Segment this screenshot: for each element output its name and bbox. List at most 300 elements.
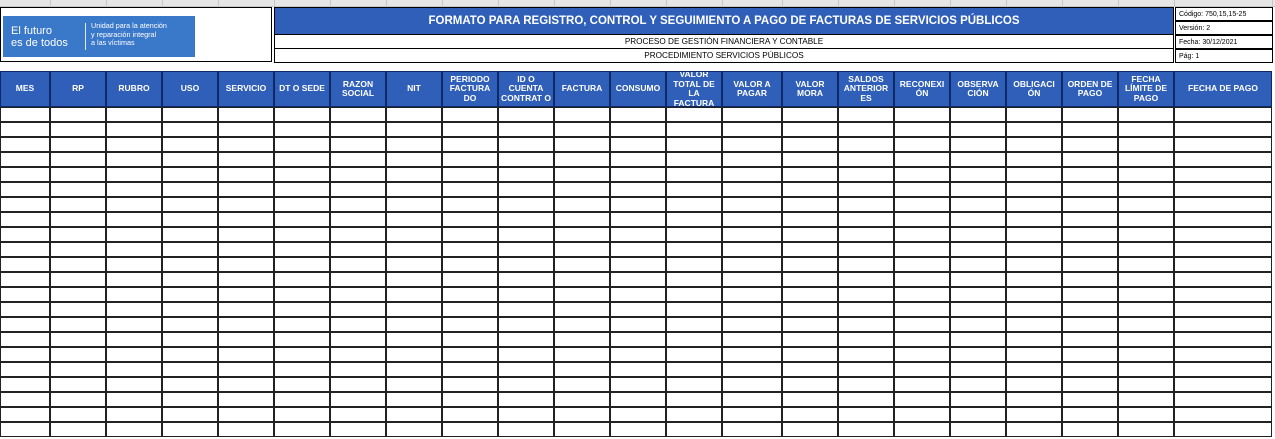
table-cell[interactable]	[950, 407, 1006, 422]
table-cell[interactable]	[950, 152, 1006, 167]
table-cell[interactable]	[666, 242, 722, 257]
table-cell[interactable]	[666, 347, 722, 362]
table-cell[interactable]	[722, 392, 782, 407]
table-cell[interactable]	[610, 272, 666, 287]
table-cell[interactable]	[1006, 227, 1062, 242]
table-cell[interactable]	[950, 422, 1006, 437]
table-cell[interactable]	[782, 137, 838, 152]
table-cell[interactable]	[782, 422, 838, 437]
table-cell[interactable]	[330, 422, 386, 437]
table-cell[interactable]	[386, 242, 442, 257]
table-cell[interactable]	[722, 362, 782, 377]
table-cell[interactable]	[554, 272, 610, 287]
table-cell[interactable]	[950, 212, 1006, 227]
table-cell[interactable]	[498, 287, 554, 302]
table-cell[interactable]	[666, 302, 722, 317]
table-cell[interactable]	[666, 332, 722, 347]
table-cell[interactable]	[106, 107, 162, 122]
table-cell[interactable]	[442, 137, 498, 152]
table-cell[interactable]	[1174, 242, 1272, 257]
table-cell[interactable]	[442, 182, 498, 197]
table-cell[interactable]	[666, 107, 722, 122]
table-cell[interactable]	[498, 317, 554, 332]
table-cell[interactable]	[894, 272, 950, 287]
table-cell[interactable]	[218, 242, 274, 257]
table-cell[interactable]	[106, 137, 162, 152]
table-cell[interactable]	[330, 227, 386, 242]
table-cell[interactable]	[106, 377, 162, 392]
table-cell[interactable]	[498, 392, 554, 407]
table-cell[interactable]	[950, 242, 1006, 257]
column-header[interactable]: FACTURA	[554, 71, 610, 107]
format-title[interactable]: FORMATO PARA REGISTRO, CONTROL Y SEGUIMIENTO A PAGO DE FACTURAS DE SERVICIOS PÚBLICOS	[274, 7, 1174, 35]
table-cell[interactable]	[50, 197, 106, 212]
table-cell[interactable]	[894, 392, 950, 407]
table-cell[interactable]	[162, 332, 218, 347]
table-cell[interactable]	[1006, 107, 1062, 122]
table-cell[interactable]	[554, 242, 610, 257]
table-cell[interactable]	[722, 212, 782, 227]
table-cell[interactable]	[0, 167, 50, 182]
document-page[interactable]: Pág: 1	[1175, 49, 1273, 63]
table-cell[interactable]	[838, 167, 894, 182]
table-cell[interactable]	[1118, 257, 1174, 272]
table-cell[interactable]	[950, 182, 1006, 197]
table-cell[interactable]	[442, 167, 498, 182]
table-cell[interactable]	[274, 272, 330, 287]
document-version[interactable]: Versión: 2	[1175, 21, 1273, 35]
table-cell[interactable]	[610, 347, 666, 362]
table-cell[interactable]	[554, 137, 610, 152]
table-cell[interactable]	[50, 182, 106, 197]
table-cell[interactable]	[386, 107, 442, 122]
table-cell[interactable]	[50, 362, 106, 377]
table-cell[interactable]	[950, 347, 1006, 362]
table-cell[interactable]	[274, 212, 330, 227]
table-cell[interactable]	[1006, 272, 1062, 287]
table-cell[interactable]	[950, 137, 1006, 152]
table-cell[interactable]	[386, 152, 442, 167]
table-cell[interactable]	[1006, 242, 1062, 257]
table-cell[interactable]	[162, 107, 218, 122]
table-cell[interactable]	[894, 332, 950, 347]
table-cell[interactable]	[162, 227, 218, 242]
table-cell[interactable]	[722, 137, 782, 152]
table-cell[interactable]	[610, 407, 666, 422]
table-cell[interactable]	[442, 332, 498, 347]
table-cell[interactable]	[50, 227, 106, 242]
table-cell[interactable]	[894, 242, 950, 257]
table-cell[interactable]	[782, 302, 838, 317]
table-cell[interactable]	[894, 302, 950, 317]
table-cell[interactable]	[950, 122, 1006, 137]
table-cell[interactable]	[838, 317, 894, 332]
table-cell[interactable]	[1062, 167, 1118, 182]
table-cell[interactable]	[0, 407, 50, 422]
table-cell[interactable]	[666, 152, 722, 167]
table-cell[interactable]	[498, 197, 554, 212]
table-cell[interactable]	[162, 272, 218, 287]
table-cell[interactable]	[1174, 257, 1272, 272]
table-cell[interactable]	[330, 242, 386, 257]
table-cell[interactable]	[442, 227, 498, 242]
table-cell[interactable]	[722, 317, 782, 332]
table-cell[interactable]	[0, 332, 50, 347]
table-cell[interactable]	[894, 212, 950, 227]
column-header[interactable]: ORDEN DE PAGO	[1062, 71, 1118, 107]
table-cell[interactable]	[106, 257, 162, 272]
table-cell[interactable]	[1174, 182, 1272, 197]
table-cell[interactable]	[610, 227, 666, 242]
table-cell[interactable]	[894, 137, 950, 152]
table-cell[interactable]	[610, 257, 666, 272]
table-cell[interactable]	[1006, 167, 1062, 182]
table-cell[interactable]	[894, 227, 950, 242]
table-cell[interactable]	[330, 122, 386, 137]
table-cell[interactable]	[162, 302, 218, 317]
table-cell[interactable]	[894, 422, 950, 437]
table-cell[interactable]	[554, 302, 610, 317]
table-cell[interactable]	[498, 107, 554, 122]
table-cell[interactable]	[782, 272, 838, 287]
table-cell[interactable]	[1174, 302, 1272, 317]
table-cell[interactable]	[782, 212, 838, 227]
table-cell[interactable]	[218, 137, 274, 152]
table-cell[interactable]	[1118, 287, 1174, 302]
table-cell[interactable]	[442, 212, 498, 227]
table-cell[interactable]	[666, 182, 722, 197]
table-cell[interactable]	[106, 317, 162, 332]
table-cell[interactable]	[722, 332, 782, 347]
table-cell[interactable]	[1006, 362, 1062, 377]
table-cell[interactable]	[50, 242, 106, 257]
table-cell[interactable]	[610, 362, 666, 377]
table-cell[interactable]	[218, 182, 274, 197]
table-cell[interactable]	[610, 302, 666, 317]
table-cell[interactable]	[1118, 197, 1174, 212]
table-cell[interactable]	[218, 317, 274, 332]
table-cell[interactable]	[1062, 182, 1118, 197]
column-header[interactable]: RUBRO	[106, 71, 162, 107]
table-cell[interactable]	[0, 317, 50, 332]
table-cell[interactable]	[782, 167, 838, 182]
table-cell[interactable]	[1006, 332, 1062, 347]
table-cell[interactable]	[722, 347, 782, 362]
table-cell[interactable]	[162, 197, 218, 212]
column-header[interactable]: RP	[50, 71, 106, 107]
table-cell[interactable]	[666, 317, 722, 332]
table-cell[interactable]	[498, 137, 554, 152]
table-cell[interactable]	[218, 152, 274, 167]
table-cell[interactable]	[610, 212, 666, 227]
table-cell[interactable]	[1174, 167, 1272, 182]
table-cell[interactable]	[106, 347, 162, 362]
table-cell[interactable]	[1174, 122, 1272, 137]
table-cell[interactable]	[554, 182, 610, 197]
table-cell[interactable]	[554, 227, 610, 242]
table-cell[interactable]	[442, 197, 498, 212]
table-cell[interactable]	[722, 227, 782, 242]
table-cell[interactable]	[106, 272, 162, 287]
table-cell[interactable]	[1118, 392, 1174, 407]
procedure-name[interactable]: PROCEDIMIENTO SERVICIOS PÚBLICOS	[274, 49, 1174, 63]
table-cell[interactable]	[554, 347, 610, 362]
table-cell[interactable]	[498, 182, 554, 197]
table-cell[interactable]	[162, 422, 218, 437]
table-cell[interactable]	[894, 167, 950, 182]
table-cell[interactable]	[0, 227, 50, 242]
table-cell[interactable]	[386, 227, 442, 242]
table-cell[interactable]	[1062, 377, 1118, 392]
table-cell[interactable]	[1062, 137, 1118, 152]
table-cell[interactable]	[722, 287, 782, 302]
table-cell[interactable]	[162, 152, 218, 167]
table-cell[interactable]	[218, 272, 274, 287]
table-cell[interactable]	[782, 287, 838, 302]
table-cell[interactable]	[442, 392, 498, 407]
table-cell[interactable]	[838, 182, 894, 197]
column-header[interactable]: SALDOS ANTERIOR ES	[838, 71, 894, 107]
table-cell[interactable]	[1118, 167, 1174, 182]
table-cell[interactable]	[0, 362, 50, 377]
table-cell[interactable]	[666, 212, 722, 227]
table-cell[interactable]	[218, 167, 274, 182]
table-cell[interactable]	[0, 137, 50, 152]
table-cell[interactable]	[782, 392, 838, 407]
table-cell[interactable]	[1174, 392, 1272, 407]
table-cell[interactable]	[218, 422, 274, 437]
table-cell[interactable]	[1006, 212, 1062, 227]
table-cell[interactable]	[442, 272, 498, 287]
table-cell[interactable]	[1006, 182, 1062, 197]
table-cell[interactable]	[894, 362, 950, 377]
table-cell[interactable]	[894, 317, 950, 332]
table-cell[interactable]	[1118, 122, 1174, 137]
table-cell[interactable]	[1006, 152, 1062, 167]
table-cell[interactable]	[218, 212, 274, 227]
table-cell[interactable]	[498, 167, 554, 182]
table-cell[interactable]	[1174, 377, 1272, 392]
table-cell[interactable]	[554, 317, 610, 332]
table-cell[interactable]	[1174, 137, 1272, 152]
table-cell[interactable]	[50, 422, 106, 437]
table-cell[interactable]	[894, 407, 950, 422]
table-cell[interactable]	[610, 317, 666, 332]
table-cell[interactable]	[162, 212, 218, 227]
table-cell[interactable]	[0, 197, 50, 212]
table-cell[interactable]	[498, 422, 554, 437]
table-cell[interactable]	[1062, 242, 1118, 257]
table-cell[interactable]	[162, 257, 218, 272]
table-cell[interactable]	[330, 287, 386, 302]
table-cell[interactable]	[50, 392, 106, 407]
table-cell[interactable]	[274, 407, 330, 422]
table-cell[interactable]	[330, 182, 386, 197]
table-cell[interactable]	[610, 392, 666, 407]
table-cell[interactable]	[330, 197, 386, 212]
table-cell[interactable]	[1174, 152, 1272, 167]
table-cell[interactable]	[0, 152, 50, 167]
table-cell[interactable]	[838, 422, 894, 437]
table-cell[interactable]	[50, 122, 106, 137]
table-cell[interactable]	[1118, 152, 1174, 167]
table-cell[interactable]	[274, 302, 330, 317]
table-cell[interactable]	[330, 362, 386, 377]
table-cell[interactable]	[106, 332, 162, 347]
table-cell[interactable]	[1006, 407, 1062, 422]
column-header[interactable]: RECONEXI ÓN	[894, 71, 950, 107]
table-cell[interactable]	[782, 152, 838, 167]
table-cell[interactable]	[1118, 182, 1174, 197]
table-cell[interactable]	[782, 242, 838, 257]
table-cell[interactable]	[386, 392, 442, 407]
table-cell[interactable]	[274, 362, 330, 377]
table-cell[interactable]	[106, 287, 162, 302]
table-cell[interactable]	[498, 272, 554, 287]
table-cell[interactable]	[50, 272, 106, 287]
table-cell[interactable]	[894, 182, 950, 197]
table-cell[interactable]	[274, 257, 330, 272]
table-cell[interactable]	[666, 362, 722, 377]
table-cell[interactable]	[0, 347, 50, 362]
table-cell[interactable]	[554, 392, 610, 407]
table-cell[interactable]	[838, 227, 894, 242]
table-cell[interactable]	[782, 332, 838, 347]
table-cell[interactable]	[1174, 227, 1272, 242]
table-cell[interactable]	[218, 332, 274, 347]
table-cell[interactable]	[1006, 377, 1062, 392]
table-cell[interactable]	[1174, 272, 1272, 287]
table-cell[interactable]	[838, 122, 894, 137]
column-header[interactable]: MES	[0, 71, 50, 107]
table-cell[interactable]	[442, 377, 498, 392]
table-cell[interactable]	[838, 242, 894, 257]
table-cell[interactable]	[950, 107, 1006, 122]
table-cell[interactable]	[498, 407, 554, 422]
column-header[interactable]: RAZON SOCIAL	[330, 71, 386, 107]
table-cell[interactable]	[162, 392, 218, 407]
table-cell[interactable]	[1118, 242, 1174, 257]
table-cell[interactable]	[50, 257, 106, 272]
table-cell[interactable]	[1118, 227, 1174, 242]
table-cell[interactable]	[386, 377, 442, 392]
table-cell[interactable]	[1006, 302, 1062, 317]
table-cell[interactable]	[386, 362, 442, 377]
table-cell[interactable]	[330, 272, 386, 287]
table-cell[interactable]	[386, 407, 442, 422]
table-cell[interactable]	[666, 122, 722, 137]
table-cell[interactable]	[722, 272, 782, 287]
table-cell[interactable]	[274, 422, 330, 437]
column-header[interactable]: PERIODO FACTURA DO	[442, 71, 498, 107]
table-cell[interactable]	[0, 302, 50, 317]
table-cell[interactable]	[274, 122, 330, 137]
table-cell[interactable]	[386, 422, 442, 437]
table-cell[interactable]	[498, 212, 554, 227]
table-cell[interactable]	[442, 422, 498, 437]
table-cell[interactable]	[1006, 317, 1062, 332]
table-cell[interactable]	[218, 347, 274, 362]
table-cell[interactable]	[0, 182, 50, 197]
table-cell[interactable]	[330, 317, 386, 332]
table-cell[interactable]	[50, 347, 106, 362]
table-cell[interactable]	[554, 122, 610, 137]
table-cell[interactable]	[1062, 272, 1118, 287]
table-cell[interactable]	[722, 197, 782, 212]
table-cell[interactable]	[1118, 272, 1174, 287]
table-cell[interactable]	[498, 242, 554, 257]
table-cell[interactable]	[838, 212, 894, 227]
table-cell[interactable]	[442, 257, 498, 272]
table-cell[interactable]	[554, 197, 610, 212]
table-cell[interactable]	[1174, 347, 1272, 362]
table-cell[interactable]	[666, 257, 722, 272]
table-cell[interactable]	[274, 392, 330, 407]
table-cell[interactable]	[838, 197, 894, 212]
table-cell[interactable]	[1174, 317, 1272, 332]
table-cell[interactable]	[498, 377, 554, 392]
table-cell[interactable]	[610, 152, 666, 167]
table-cell[interactable]	[0, 377, 50, 392]
table-cell[interactable]	[274, 317, 330, 332]
table-cell[interactable]	[1118, 302, 1174, 317]
table-cell[interactable]	[442, 287, 498, 302]
table-cell[interactable]	[442, 152, 498, 167]
table-cell[interactable]	[554, 422, 610, 437]
table-cell[interactable]	[386, 212, 442, 227]
table-cell[interactable]	[274, 137, 330, 152]
table-cell[interactable]	[950, 317, 1006, 332]
table-cell[interactable]	[1118, 212, 1174, 227]
table-cell[interactable]	[722, 422, 782, 437]
table-cell[interactable]	[1118, 347, 1174, 362]
table-cell[interactable]	[554, 212, 610, 227]
table-cell[interactable]	[162, 362, 218, 377]
document-date[interactable]: Fecha: 30/12/2021	[1175, 35, 1273, 49]
table-cell[interactable]	[1062, 332, 1118, 347]
table-cell[interactable]	[666, 197, 722, 212]
table-cell[interactable]	[218, 362, 274, 377]
table-cell[interactable]	[894, 107, 950, 122]
table-cell[interactable]	[782, 347, 838, 362]
table-cell[interactable]	[106, 392, 162, 407]
table-cell[interactable]	[218, 257, 274, 272]
table-cell[interactable]	[610, 167, 666, 182]
table-cell[interactable]	[950, 257, 1006, 272]
table-cell[interactable]	[386, 302, 442, 317]
table-cell[interactable]	[610, 107, 666, 122]
table-cell[interactable]	[1062, 257, 1118, 272]
table-cell[interactable]	[498, 227, 554, 242]
table-cell[interactable]	[782, 407, 838, 422]
table-cell[interactable]	[838, 107, 894, 122]
table-cell[interactable]	[838, 302, 894, 317]
table-cell[interactable]	[1174, 332, 1272, 347]
table-cell[interactable]	[162, 242, 218, 257]
table-cell[interactable]	[1062, 422, 1118, 437]
table-cell[interactable]	[106, 182, 162, 197]
table-cell[interactable]	[218, 227, 274, 242]
table-cell[interactable]	[0, 242, 50, 257]
column-header[interactable]: NIT	[386, 71, 442, 107]
column-header[interactable]: VALOR TOTAL DE LA FACTURA	[666, 71, 722, 107]
column-header[interactable]: VALOR MORA	[782, 71, 838, 107]
table-cell[interactable]	[386, 122, 442, 137]
table-cell[interactable]	[498, 152, 554, 167]
table-cell[interactable]	[782, 107, 838, 122]
table-cell[interactable]	[274, 197, 330, 212]
table-cell[interactable]	[950, 197, 1006, 212]
